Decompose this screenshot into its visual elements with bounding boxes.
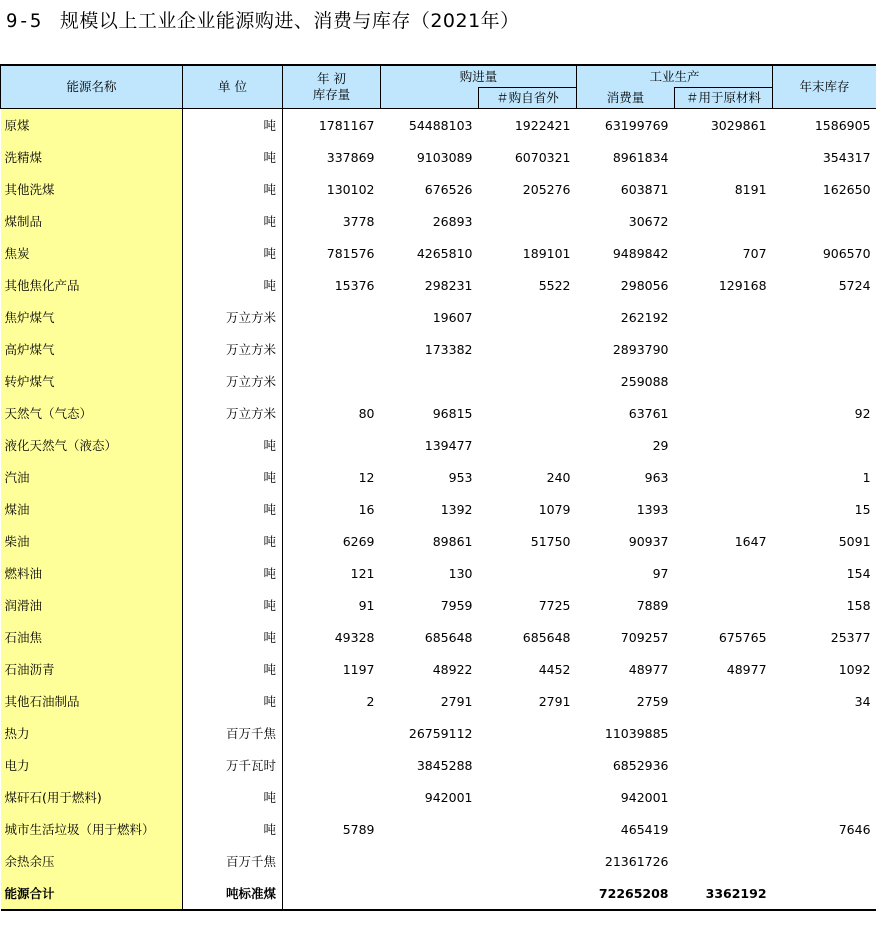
cell-consumption: 298056 — [620, 277, 669, 293]
cell-opening-stock — [283, 333, 381, 365]
table-row — [1, 141, 876, 173]
page-title — [6, 6, 520, 33]
cell-purchase: 676526 — [424, 181, 473, 197]
cell-purchase — [381, 877, 479, 910]
table-row — [1, 333, 876, 365]
cell-consumption: 603871 — [620, 181, 669, 197]
cell-opening-stock: 6269 — [342, 533, 375, 549]
table-header — [1, 65, 876, 109]
table-row — [1, 749, 876, 781]
cell-consumption: 21361726 — [604, 853, 669, 869]
cell-consumption: 9489842 — [612, 245, 669, 261]
cell-unit: 万立方米 — [183, 397, 283, 429]
table-row — [1, 429, 876, 461]
cell-raw-material — [675, 685, 773, 717]
cell-closing-stock: 354317 — [822, 149, 871, 165]
cell-purchase: 942001 — [424, 789, 473, 805]
cell-raw-material: 707 — [742, 245, 767, 261]
cell-raw-material — [675, 781, 773, 813]
cell-unit: 吨 — [183, 525, 283, 557]
cell-raw-material: 48977 — [726, 661, 767, 677]
cell-closing-stock: 92 — [854, 405, 871, 421]
cell-purchase: 48922 — [432, 661, 473, 677]
cell-purchase: 298231 — [424, 277, 473, 293]
cell-raw-material — [675, 749, 773, 781]
cell-consumption: 7889 — [636, 597, 669, 613]
table-row — [1, 717, 876, 749]
cell-closing-stock — [773, 205, 876, 237]
cell-closing-stock: 34 — [854, 693, 871, 709]
cell-raw-material — [675, 557, 773, 589]
cell-raw-material — [675, 141, 773, 173]
cell-opening-stock: 3778 — [342, 213, 375, 229]
cell-closing-stock: 154 — [846, 565, 871, 581]
cell-name: 洗精煤 — [1, 141, 183, 173]
header-unit: 单 位 — [183, 65, 283, 109]
header-opening-stock-line1: 年 初 — [317, 71, 346, 86]
header-purchase: 购进量 — [381, 65, 577, 88]
cell-opening-stock: 1781167 — [318, 117, 375, 133]
cell-unit: 吨 — [183, 621, 283, 653]
cell-purchase-outside — [479, 397, 577, 429]
cell-consumption: 262192 — [620, 309, 669, 325]
header-consumption-line1: 工业生产 — [649, 68, 700, 84]
cell-purchase: 130 — [448, 565, 473, 581]
cell-purchase-outside — [479, 205, 577, 237]
cell-consumption: 72265208 — [577, 877, 675, 910]
cell-closing-stock — [773, 365, 876, 397]
cell-raw-material — [675, 365, 773, 397]
cell-closing-stock: 1 — [862, 469, 871, 485]
cell-consumption: 29 — [652, 437, 669, 453]
cell-name: 润滑油 — [1, 589, 183, 621]
cell-consumption: 11039885 — [604, 725, 669, 741]
cell-closing-stock — [773, 333, 876, 365]
cell-purchase: 953 — [448, 469, 473, 485]
cell-consumption: 1393 — [636, 501, 669, 517]
table-row — [1, 685, 876, 717]
cell-purchase-outside: 6070321 — [514, 149, 571, 165]
table-number: 9-5 — [6, 10, 42, 32]
cell-purchase — [381, 813, 479, 845]
cell-raw-material — [675, 589, 773, 621]
cell-raw-material — [675, 845, 773, 877]
cell-name: 汽油 — [1, 461, 183, 493]
cell-unit: 吨 — [183, 653, 283, 685]
cell-name: 燃料油 — [1, 557, 183, 589]
cell-purchase-outside — [479, 877, 577, 910]
cell-unit: 吨 — [183, 269, 283, 301]
cell-closing-stock: 7646 — [838, 821, 871, 837]
cell-unit: 吨 — [183, 141, 283, 173]
cell-raw-material: 1647 — [734, 533, 767, 549]
cell-raw-material: 3362192 — [675, 877, 773, 910]
cell-unit: 百万千焦 — [183, 845, 283, 877]
cell-closing-stock: 158 — [846, 597, 871, 613]
cell-raw-material — [675, 397, 773, 429]
cell-closing-stock — [773, 749, 876, 781]
cell-consumption: 48977 — [628, 661, 669, 677]
table-row — [1, 525, 876, 557]
cell-consumption: 465419 — [620, 821, 669, 837]
cell-unit: 吨 — [183, 109, 283, 142]
cell-closing-stock — [773, 877, 876, 910]
cell-purchase-outside — [479, 845, 577, 877]
cell-unit: 吨 — [183, 205, 283, 237]
cell-unit: 吨 — [183, 781, 283, 813]
cell-closing-stock: 1586905 — [814, 117, 871, 133]
cell-purchase-outside: 205276 — [522, 181, 571, 197]
cell-closing-stock — [773, 429, 876, 461]
table-row — [1, 173, 876, 205]
cell-consumption: 709257 — [620, 629, 669, 645]
cell-purchase-outside: 5522 — [538, 277, 571, 293]
cell-unit: 吨 — [183, 493, 283, 525]
cell-name: 石油焦 — [1, 621, 183, 653]
cell-name: 其他石油制品 — [1, 685, 183, 717]
table-body — [1, 109, 876, 911]
cell-purchase: 7959 — [440, 597, 473, 613]
cell-purchase: 2791 — [440, 693, 473, 709]
cell-unit: 吨 — [183, 461, 283, 493]
cell-consumption: 2759 — [636, 693, 669, 709]
cell-unit: 吨 — [183, 589, 283, 621]
cell-opening-stock: 80 — [358, 405, 375, 421]
cell-purchase-outside — [479, 781, 577, 813]
cell-closing-stock: 162650 — [822, 181, 871, 197]
cell-consumption: 90937 — [628, 533, 669, 549]
cell-unit: 吨 — [183, 557, 283, 589]
cell-name: 煤油 — [1, 493, 183, 525]
cell-opening-stock — [283, 717, 381, 749]
header-consumption — [577, 65, 773, 88]
header-purchase-outside: ＃购自省外 — [479, 88, 577, 109]
cell-purchase-outside — [479, 557, 577, 589]
cell-opening-stock — [283, 301, 381, 333]
header-opening-stock-line2: 库存量 — [312, 87, 351, 102]
cell-name: 其他焦化产品 — [1, 269, 183, 301]
cell-closing-stock — [773, 845, 876, 877]
cell-unit: 万千瓦时 — [183, 749, 283, 781]
cell-name: 高炉煤气 — [1, 333, 183, 365]
cell-purchase: 3845288 — [416, 757, 473, 773]
cell-name: 煤矸石(用于燃料) — [1, 781, 183, 813]
cell-opening-stock: 91 — [358, 597, 375, 613]
cell-name: 柴油 — [1, 525, 183, 557]
cell-purchase-outside: 685648 — [522, 629, 571, 645]
cell-opening-stock: 781576 — [326, 245, 375, 261]
table-row — [1, 653, 876, 685]
table-row — [1, 269, 876, 301]
cell-purchase: 4265810 — [416, 245, 473, 261]
cell-purchase-outside: 240 — [546, 469, 571, 485]
cell-unit: 吨 — [183, 429, 283, 461]
header-consumption-line2: 消费量 — [577, 88, 675, 109]
cell-purchase-outside — [479, 301, 577, 333]
table-row — [1, 461, 876, 493]
cell-name: 液化天然气（液态） — [1, 429, 183, 461]
cell-raw-material: 8191 — [734, 181, 767, 197]
cell-purchase-outside: 4452 — [538, 661, 571, 677]
cell-consumption: 6852936 — [612, 757, 669, 773]
cell-name: 焦炭 — [1, 237, 183, 269]
cell-closing-stock: 25377 — [830, 629, 871, 645]
header-opening-stock — [283, 65, 381, 109]
cell-unit: 吨 — [183, 813, 283, 845]
cell-unit: 吨 — [183, 173, 283, 205]
cell-purchase: 26893 — [432, 213, 473, 229]
header-closing-stock: 年末库存 — [773, 65, 876, 109]
cell-opening-stock — [283, 781, 381, 813]
cell-opening-stock: 2 — [366, 693, 375, 709]
cell-unit: 万立方米 — [183, 301, 283, 333]
cell-closing-stock: 1092 — [838, 661, 871, 677]
header-raw-material: ＃用于原材料 — [675, 88, 773, 109]
cell-opening-stock — [283, 749, 381, 781]
cell-raw-material: 129168 — [718, 277, 767, 293]
cell-raw-material — [675, 205, 773, 237]
cell-raw-material — [675, 717, 773, 749]
table-row — [1, 397, 876, 429]
header-name: 能源名称 — [1, 65, 183, 109]
cell-purchase-outside — [479, 717, 577, 749]
cell-name: 石油沥青 — [1, 653, 183, 685]
cell-opening-stock: 49328 — [334, 629, 375, 645]
cell-closing-stock: 15 — [854, 501, 871, 517]
cell-name: 余热余压 — [1, 845, 183, 877]
cell-consumption: 63199769 — [604, 117, 669, 133]
cell-name: 热力 — [1, 717, 183, 749]
cell-consumption: 942001 — [620, 789, 669, 805]
cell-purchase-outside — [479, 333, 577, 365]
cell-name: 转炉煤气 — [1, 365, 183, 397]
cell-consumption: 259088 — [620, 373, 669, 389]
cell-unit: 吨 — [183, 237, 283, 269]
cell-purchase-outside: 51750 — [530, 533, 571, 549]
cell-name: 天然气（气态） — [1, 397, 183, 429]
table-row — [1, 365, 876, 397]
cell-name: 电力 — [1, 749, 183, 781]
cell-purchase — [381, 365, 479, 397]
cell-consumption: 63761 — [628, 405, 669, 421]
cell-purchase-outside — [479, 813, 577, 845]
table-row — [1, 589, 876, 621]
cell-closing-stock: 5724 — [838, 277, 871, 293]
cell-opening-stock — [283, 845, 381, 877]
cell-opening-stock: 12 — [358, 469, 375, 485]
cell-purchase: 1392 — [440, 501, 473, 517]
cell-purchase: 89861 — [432, 533, 473, 549]
cell-opening-stock: 5789 — [342, 821, 375, 837]
cell-purchase: 96815 — [432, 405, 473, 421]
cell-opening-stock: 130102 — [326, 181, 375, 197]
table-row — [1, 301, 876, 333]
cell-closing-stock: 5091 — [838, 533, 871, 549]
cell-opening-stock — [283, 429, 381, 461]
cell-opening-stock: 337869 — [326, 149, 375, 165]
cell-purchase-outside: 189101 — [522, 245, 571, 261]
cell-opening-stock — [283, 877, 381, 910]
cell-opening-stock: 16 — [358, 501, 375, 517]
table-row — [1, 845, 876, 877]
cell-closing-stock: 906570 — [822, 245, 871, 261]
cell-consumption: 97 — [652, 565, 669, 581]
cell-raw-material — [675, 333, 773, 365]
table-row — [1, 493, 876, 525]
cell-name: 煤制品 — [1, 205, 183, 237]
cell-purchase: 19607 — [432, 309, 473, 325]
cell-consumption: 2893790 — [612, 341, 669, 357]
cell-raw-material — [675, 493, 773, 525]
cell-purchase: 139477 — [424, 437, 473, 453]
cell-name: 能源合计 — [1, 877, 183, 910]
cell-raw-material — [675, 813, 773, 845]
cell-unit: 万立方米 — [183, 365, 283, 397]
cell-name: 城市生活垃圾（用于燃料） — [1, 813, 183, 845]
cell-unit: 万立方米 — [183, 333, 283, 365]
total-row — [1, 877, 876, 910]
cell-raw-material — [675, 301, 773, 333]
table-row — [1, 205, 876, 237]
cell-closing-stock — [773, 717, 876, 749]
cell-unit: 吨 — [183, 685, 283, 717]
cell-purchase — [381, 845, 479, 877]
header-purchase-blank — [381, 88, 479, 109]
table-row — [1, 237, 876, 269]
cell-purchase: 54488103 — [408, 117, 473, 133]
cell-purchase: 173382 — [424, 341, 473, 357]
cell-opening-stock — [283, 365, 381, 397]
cell-purchase-outside — [479, 429, 577, 461]
energy-table — [0, 64, 876, 911]
cell-purchase-outside — [479, 749, 577, 781]
cell-purchase-outside: 1922421 — [514, 117, 571, 133]
cell-raw-material: 3029861 — [710, 117, 767, 133]
table-row — [1, 109, 876, 142]
cell-purchase: 9103089 — [416, 149, 473, 165]
cell-unit: 吨标准煤 — [183, 877, 283, 910]
table-row — [1, 781, 876, 813]
cell-opening-stock: 121 — [350, 565, 375, 581]
cell-consumption: 963 — [644, 469, 669, 485]
cell-purchase: 685648 — [424, 629, 473, 645]
cell-purchase: 26759112 — [408, 725, 473, 741]
cell-consumption: 30672 — [628, 213, 669, 229]
cell-consumption: 8961834 — [612, 149, 669, 165]
table-row — [1, 813, 876, 845]
cell-raw-material — [675, 429, 773, 461]
cell-closing-stock — [773, 781, 876, 813]
table-row — [1, 621, 876, 653]
cell-name: 其他洗煤 — [1, 173, 183, 205]
table-row — [1, 557, 876, 589]
cell-opening-stock: 15376 — [334, 277, 375, 293]
cell-name: 原煤 — [1, 109, 183, 142]
cell-unit: 百万千焦 — [183, 717, 283, 749]
cell-raw-material: 675765 — [718, 629, 767, 645]
cell-purchase-outside: 1079 — [538, 501, 571, 517]
cell-closing-stock — [773, 301, 876, 333]
cell-opening-stock: 1197 — [342, 661, 375, 677]
cell-purchase-outside: 2791 — [538, 693, 571, 709]
cell-raw-material — [675, 461, 773, 493]
cell-name: 焦炉煤气 — [1, 301, 183, 333]
cell-purchase-outside: 7725 — [538, 597, 571, 613]
table-title: 规模以上工业企业能源购进、消费与库存（2021年） — [59, 10, 520, 32]
cell-purchase-outside — [479, 365, 577, 397]
